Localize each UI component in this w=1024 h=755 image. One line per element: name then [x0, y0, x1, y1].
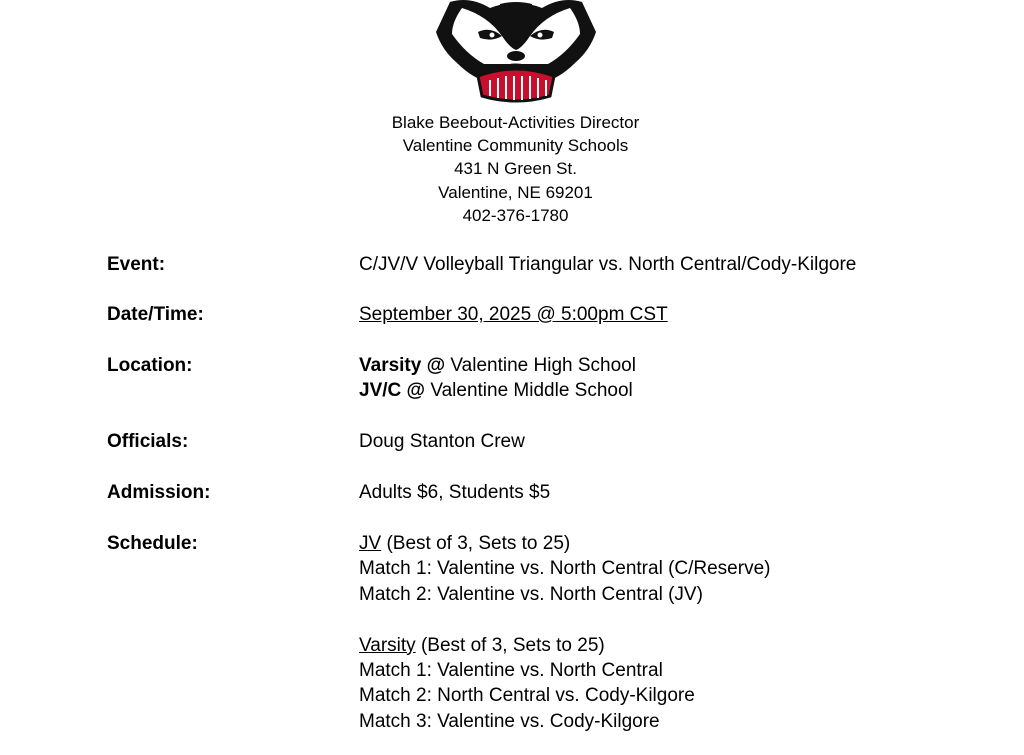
schedule-varsity-match: Match 3: Valentine vs. Cody-Kilgore [359, 710, 660, 732]
schedule-jv-heading [359, 531, 770, 556]
location-jvc-place: Valentine Middle School [425, 380, 633, 402]
schedule-spacer [359, 607, 770, 632]
officials-value: Doug Stanton Crew [359, 431, 525, 452]
phone-number: 402-376-1780 [462, 205, 569, 225]
admission-label: Admission: [107, 482, 211, 503]
datetime-label: Date/Time: [107, 304, 204, 325]
schedule-jv-match: Match 1: Valentine vs. North Central (C/Reserve) [359, 558, 771, 580]
schedule-jv-title: JV [359, 533, 382, 554]
officials-label: Officials: [107, 431, 189, 452]
location-jvc-prefix: JV/C @ [359, 380, 426, 402]
schedule-jv-format: (Best of 3, Sets to 25) [381, 533, 571, 554]
admission-value: Adults $6, Students $5 [359, 482, 551, 503]
location-varsity-prefix: Varsity @ [359, 355, 446, 376]
city-state-zip: Valentine, NE 69201 [438, 182, 593, 202]
event-value: C/JV/V Volleyball Triangular vs. North Central/Cody-Kilgore [359, 254, 857, 275]
schedule-varsity-match: Match 1: Valentine vs. North Central [359, 659, 663, 681]
location-value [359, 353, 636, 404]
schedule-varsity-heading [359, 633, 770, 658]
location-varsity-place: Valentine High School [445, 355, 636, 376]
letterhead [0, 111, 1024, 227]
schedule-varsity-format: (Best of 3, Sets to 25) [415, 634, 605, 656]
badger-mascot-icon [430, 0, 602, 104]
schedule-value [359, 531, 770, 734]
director-name: Blake Beebout-Activities Director [391, 113, 640, 132]
location-label: Location: [107, 355, 193, 376]
location-varsity [359, 353, 636, 378]
street-address: 431 N Green St. [454, 159, 577, 179]
schedule-varsity-match: Match 2: North Central vs. Cody-Kilgore [359, 685, 695, 707]
schedule-jv-match: Match 2: Valentine vs. North Central (JV) [359, 583, 703, 605]
location-jvc [359, 378, 636, 403]
datetime-value: September 30, 2025 @ 5:00pm CST [359, 304, 668, 325]
event-label: Event: [107, 254, 166, 275]
schedule-label: Schedule: [107, 533, 198, 554]
schedule-varsity-title: Varsity [359, 634, 416, 656]
school-name: Valentine Community Schools [402, 136, 629, 156]
